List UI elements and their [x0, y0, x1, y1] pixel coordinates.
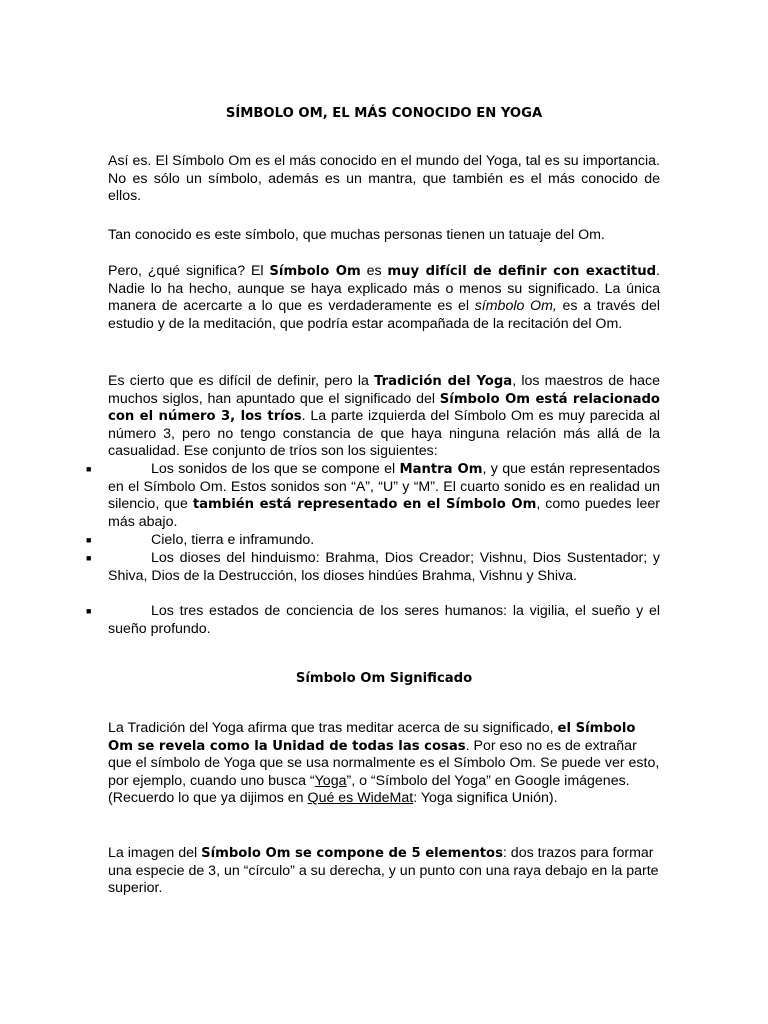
list-item: Los tres estados de conciencia de los seres humanos: la vigilia, el sueño y el sueño profundo. [108, 603, 660, 637]
paragraph-3: Pero, ¿qué significa? El Símbolo Om es muy difícil de definir con exactitud. Nadie lo ha hecho, aunque se haya explicado más o menos su significado. La única manera de acercarte a lo que es verdaderamente es el símbolo Om, es a través del estudio y de la meditación, que podría estar acompañada de la recitación del Om. [108, 263, 660, 332]
bullet-icon: ■ [86, 553, 92, 563]
bullet-icon: ■ [86, 535, 92, 545]
list-item: Los sonidos de los que se compone el Mantra Om, y que están representados en el Símbolo Om. Estos sonidos son “A”, “U” y “M”. El cuarto sonido es en realidad un silencio, que también está representado en el Símbolo Om, como puedes leer más abajo. [108, 461, 661, 530]
bullet-icon: ■ [86, 606, 92, 616]
paragraph-5: La Tradición del Yoga afirma que tras meditar acerca de su significado, el Símbolo Om se revela como la Unidad de todas las cosas. Por eso no es de extrañar que el símbolo de Yoga que se usa normalmente es el Símbolo Om. Se puede ver esto, por ejemplo, cuando uno busca “Yoga”, o “Símbolo del Yoga” en Google imágenes. (Recuerdo lo que ya dijimos en Qué es WideMat: Yoga significa Unión). [108, 720, 660, 807]
paragraph-1: Así es. El Símbolo Om es el más conocido en el mundo del Yoga, tal es su importancia. No es sólo un símbolo, además es un mantra, que también es el más conocido de ellos. [108, 153, 660, 205]
page-title: SÍMBOLO OM, EL MÁS CONOCIDO EN YOGA [225, 106, 543, 121]
section-heading: Símbolo Om Significado [295, 671, 473, 686]
list-item: Los dioses del hinduismo: Brahma, Dios Creador; Vishnu, Dios Sustentador; y Shiva, Dios de la Destrucción, los dioses hindúes Brahma, Vishnu y Shiva. [108, 550, 660, 584]
paragraph-2: Tan conocido es este símbolo, que muchas personas tienen un tatuaje del Om. [108, 227, 605, 243]
link-yoga[interactable]: Yoga [314, 772, 347, 789]
paragraph-4: Es cierto que es difícil de definir, pero la Tradición del Yoga, los maestros de hace muchos siglos, han apuntado que el significado del Símbolo Om está relacionado con el número 3, los tríos. La parte izquierda del Símbolo Om es muy parecida al número 3, pero no tengo constancia de que haya ninguna relación más allá de la casualidad. Ese conjunto de tríos son los siguientes: [108, 373, 660, 460]
paragraph-6: La imagen del Símbolo Om se compone de 5 elementos: dos trazos para formar una especie de 3, un “círculo” a su derecha, y un punto con una raya debajo en la parte superior. [108, 845, 659, 897]
link-que-es-widemat[interactable]: Qué es WideMat [307, 790, 414, 807]
list-item: Cielo, tierra e inframundo. [151, 532, 315, 548]
bullet-icon: ■ [86, 464, 92, 474]
